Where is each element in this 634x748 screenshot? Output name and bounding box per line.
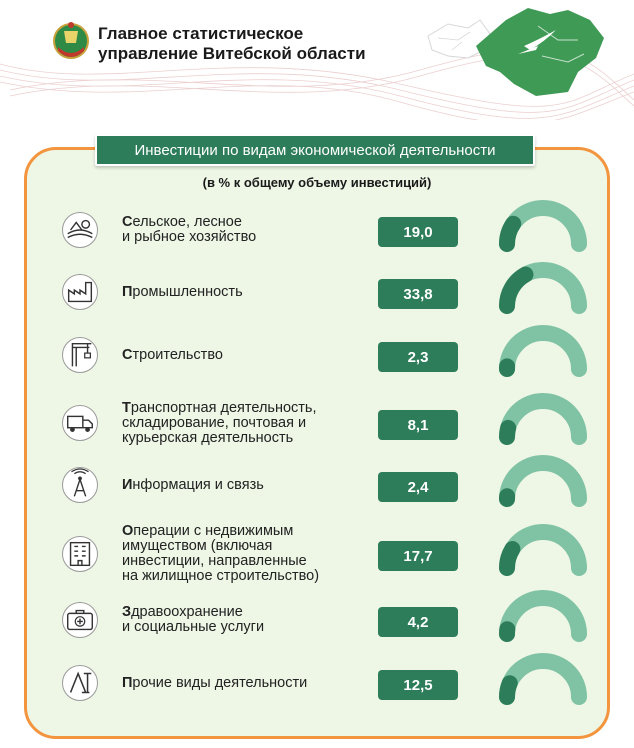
gauge-8 xyxy=(492,653,592,717)
category-label: Сельское, лесное и рыбное хозяйство xyxy=(122,214,257,245)
category-row xyxy=(0,590,634,656)
value-label: 17,7 xyxy=(378,541,458,571)
category-label: Транспортная деятельность, складирование, почтовая и курьерская деятельность xyxy=(122,399,317,446)
chart-title-banner xyxy=(95,134,535,166)
gauge-4 xyxy=(492,393,592,457)
value-label: 2,4 xyxy=(378,472,458,502)
value-label: 12,5 xyxy=(378,670,458,700)
gauge-track xyxy=(507,661,579,697)
category-row xyxy=(0,455,634,521)
gauge-1 xyxy=(492,200,592,264)
medical-kit-icon xyxy=(62,602,98,638)
chart-title: Инвестиции по видам экономической деятельности xyxy=(134,141,496,159)
category-row xyxy=(0,200,634,266)
category-row xyxy=(0,653,634,719)
gauge-2 xyxy=(492,262,592,326)
gauge-3 xyxy=(492,325,592,389)
value-label: 19,0 xyxy=(378,217,458,247)
chart-subtitle: (в % к общему объему инвестиций) xyxy=(202,175,432,190)
truck-icon xyxy=(62,405,98,441)
category-label: Строительство xyxy=(122,346,223,363)
value-label: 4,2 xyxy=(378,607,458,637)
value-label: 33,8 xyxy=(378,279,458,309)
gauge-fill xyxy=(507,428,508,437)
category-row xyxy=(0,393,634,459)
antenna-icon xyxy=(62,467,98,503)
category-label: Операции с недвижимым имуществом (включая инвестиции, направленные на жилищное строительство) xyxy=(122,523,320,584)
crane-icon xyxy=(62,337,98,373)
category-label: Прочие виды деятельности xyxy=(122,674,308,691)
gauge-track xyxy=(507,598,579,634)
category-row xyxy=(0,262,634,328)
category-label: Здравоохранение и социальные услуги xyxy=(122,604,265,635)
header xyxy=(0,0,634,120)
category-label: Информация и связь xyxy=(122,476,264,493)
region-map-graphic xyxy=(418,6,634,116)
factory-icon xyxy=(62,274,98,310)
gauge-7 xyxy=(492,590,592,654)
belarus-emblem-logo xyxy=(52,19,90,63)
building-icon xyxy=(62,536,98,572)
org-title-line2: управление Витебской области xyxy=(98,44,366,63)
value-label: 2,3 xyxy=(378,342,458,372)
gauge-6 xyxy=(492,524,592,588)
tools-icon xyxy=(62,665,98,701)
org-title-line1: Главное статистическое xyxy=(98,24,304,43)
gauge-track xyxy=(507,463,579,499)
category-row xyxy=(0,325,634,391)
organization-title xyxy=(98,24,366,64)
category-label: Промышленность xyxy=(122,283,243,300)
gauge-fill xyxy=(507,683,510,697)
gauge-fill xyxy=(507,224,513,244)
gauge-track xyxy=(507,401,579,437)
gauge-track xyxy=(507,333,579,369)
value-label: 8,1 xyxy=(378,410,458,440)
category-row xyxy=(0,524,634,590)
gauge-fill xyxy=(507,275,525,306)
agriculture-icon xyxy=(62,212,98,248)
gauge-fill xyxy=(507,549,512,568)
gauge-5 xyxy=(492,455,592,519)
